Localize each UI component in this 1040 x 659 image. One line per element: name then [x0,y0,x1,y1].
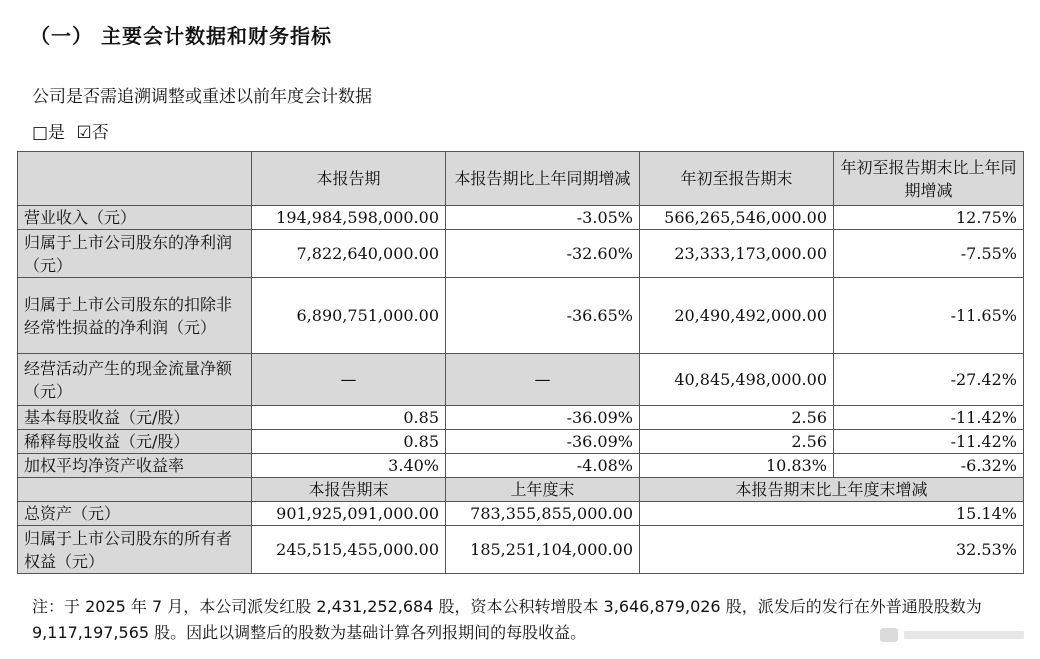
cell-value: 2.56 [640,430,834,454]
cell-value: -6.32% [834,454,1024,478]
row-label: 营业收入（元） [18,206,252,230]
table-row [18,454,1024,478]
cell-value: -36.09% [446,406,640,430]
cell-value: 566,265,546,000.00 [640,206,834,230]
table-row [18,230,1024,278]
header-cell: 本报告期末比上年度末增减 [640,478,1024,502]
cell-value: 32.53% [640,526,1024,574]
cell-value: 194,984,598,000.00 [252,206,446,230]
row-label: 经营活动产生的现金流量净额（元） [18,354,252,406]
row-label: 稀释每股收益（元/股） [18,430,252,454]
cell-value: -3.05% [446,206,640,230]
cell-value: — [252,354,446,406]
header-cell: 本报告期 [252,152,446,206]
cell-value: 10.83% [640,454,834,478]
cell-value: 7,822,640,000.00 [252,230,446,278]
restatement-question: 公司是否需追溯调整或重述以前年度会计数据 [32,87,372,107]
table-row [18,206,1024,230]
header-cell: 本报告期比上年同期增减 [446,152,640,206]
table-row [18,406,1024,430]
cell-value: -36.65% [446,278,640,354]
cell-value: 185,251,104,000.00 [446,526,640,574]
table-row [18,278,1024,354]
table-header-row [18,152,1024,206]
cell-value: 20,490,492,000.00 [640,278,834,354]
table-row [18,430,1024,454]
cell-value: 6,890,751,000.00 [252,278,446,354]
cell-value: -11.42% [834,430,1024,454]
cell-value: -11.65% [834,278,1024,354]
cell-value: 2.56 [640,406,834,430]
choice-no[interactable]: ☑否 [76,123,109,143]
header-cell: 年初至报告期末 [640,152,834,206]
section-title: （一） 主要会计数据和财务指标 [30,24,332,48]
cell-value: 23,333,173,000.00 [640,230,834,278]
cell-value: 901,925,091,000.00 [252,502,446,526]
table-row [18,502,1024,526]
cell-value: 0.85 [252,430,446,454]
cell-value: -27.42% [834,354,1024,406]
cell-value: 40,845,498,000.00 [640,354,834,406]
cell-value: -11.42% [834,406,1024,430]
cell-value: -32.60% [446,230,640,278]
table-subheader-row [18,478,1024,502]
table-row [18,526,1024,574]
financial-data-table [17,151,1024,574]
cell-value: 245,515,455,000.00 [252,526,446,574]
table-row [18,354,1024,406]
cell-value: 3.40% [252,454,446,478]
row-label: 基本每股收益（元/股） [18,406,252,430]
cell-value: -36.09% [446,430,640,454]
row-label: 归属于上市公司股东的扣除非经常性损益的净利润（元） [18,278,252,354]
header-cell: 本报告期末 [252,478,446,502]
cell-value: 783,355,855,000.00 [446,502,640,526]
row-label: 归属于上市公司股东的所有者权益（元） [18,526,252,574]
header-cell [18,152,252,206]
restatement-choices [32,118,115,143]
cell-value: 12.75% [834,206,1024,230]
choice-yes[interactable]: □是 [32,123,66,143]
cell-value: 0.85 [252,406,446,430]
watermark-icon [880,625,1030,645]
cell-value: 15.14% [640,502,1024,526]
cell-value: -7.55% [834,230,1024,278]
cell-value: — [446,354,640,406]
header-cell [18,478,252,502]
cell-value: -4.08% [446,454,640,478]
header-cell: 年初至报告期末比上年同期增减 [834,152,1024,206]
row-label: 加权平均净资产收益率 [18,454,252,478]
header-cell: 上年度末 [446,478,640,502]
footnote: 注：于 2025 年 7 月，本公司派发红股 2,431,252,684 股，资本公积转增股本 3,646,879,026 股，派发后的发行在外普通股股数为 9,117,197,565 股。因此以调整后的股数为基础计算各列报期间的每股收益。 [32,597,982,642]
row-label: 总资产（元） [18,502,252,526]
row-label: 归属于上市公司股东的净利润（元） [18,230,252,278]
